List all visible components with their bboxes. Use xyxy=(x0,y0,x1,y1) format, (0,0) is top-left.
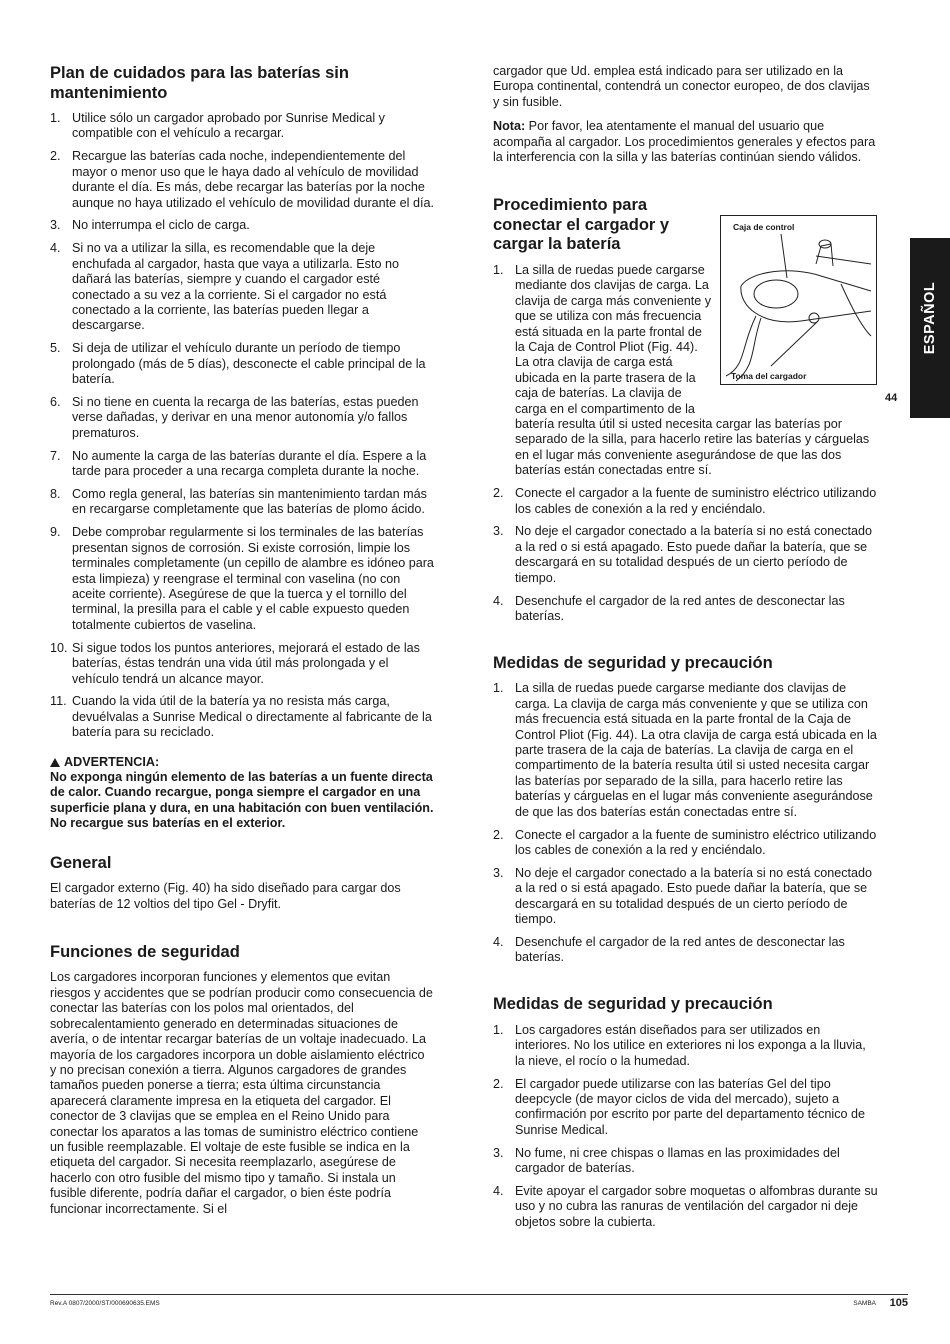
language-tab xyxy=(910,238,950,418)
list-item-number: 2. xyxy=(493,486,504,501)
figure-label-control-box: Caja de control xyxy=(733,222,795,232)
list-item xyxy=(50,395,434,441)
list-item-text: Si no va a utilizar la silla, es recomendable que la deje enchufada al cargador, hasta que vaya a utilizarla. Esto no dañará las baterías, siempre y cuando el cargador esté conectado a su vez a la corriente. Si el cargador no está conectado a la corriente, las baterías pueden llegar a descargarse. xyxy=(72,241,399,333)
list-item xyxy=(50,241,434,333)
footer-revision: Rev.A 0807/2000/ST/000690635.EMS xyxy=(50,1300,160,1307)
list-item-number: 1. xyxy=(493,262,504,277)
list-item-text: No fume, ni cree chispas o llamas en las proximidades del cargador de baterías. xyxy=(515,1145,840,1176)
list-item xyxy=(50,149,434,211)
list-item-number: 3. xyxy=(493,1145,504,1160)
list-item-text: Los cargadores están diseñados para ser utilizados en interiores. No los utilice en exteriores ni los exponga a la lluvia, la nieve, el rocío o la humedad. xyxy=(515,1022,866,1068)
list-item-text: El cargador puede utilizarse con las baterías Gel del tipo deepcycle (de mayor ciclos de vida del mercado), sujeto a confirmación por escrito por parte del departamento técnico de Sunrise Medical. xyxy=(515,1076,866,1137)
maintenance-list xyxy=(50,111,434,741)
list-item-number: 3. xyxy=(493,865,504,880)
list-item xyxy=(493,935,878,966)
heading-procedimiento: Procedimiento para conectar el cargador y cargar la batería xyxy=(493,196,670,254)
list-item-number: 6. xyxy=(50,395,61,409)
list-item-text: Utilice sólo un cargador aprobado por Sunrise Medical y compatible con el vehículo a recargar. xyxy=(72,111,385,141)
page-number: 105 xyxy=(889,1297,908,1309)
list-item-text: Si deja de utilizar el vehículo durante un período de tiempo prolongado (más de 5 días), desconecte el cable principal de la batería. xyxy=(72,341,426,387)
safety-list-2 xyxy=(493,1023,878,1230)
general-text: El cargador externo (Fig. 40) ha sido diseñado para cargar dos baterías de 12 voltios del tipo Gel - Dryfit. xyxy=(50,881,401,911)
list-item-number: 4. xyxy=(493,934,504,949)
language-tab-label: ESPAÑOL xyxy=(922,281,938,355)
funciones-text: Los cargadores incorporan funciones y elementos que evitan riesgos y accidentes que se podrían producir como consecuencia de conectar las baterías con los polos mal orientados, del sobrecalentamiento generado en determinadas situaciones de avería, o de intentar recargar baterías de un voltaje inadecuado. La mayoría de los cargadores incorpora un doble aislamiento eléctrico y no precisan conexión a tierra. Algunos cargadores de grandes tamaños pueden ponerse a tierra; esta última circunstancia aparecerá claramente impresa en la etiqueta del cargador. El conector de 3 clavijas que se emplea en el Reino Unido para conectar los aparatos a las tomas de suministro eléctrico contiene un fusible reemplazable. El voltaje de este fusible se indica en la etiqueta del cargador. Si necesita reemplazarlo, asegúrese de hacerlo con otro fusible del mismo tipo y tamaño. Si instala un fusible diferente, podría dañar el cargador, o bien éste podría funcionar incorrectamente. Si el xyxy=(50,970,433,1216)
list-item-number: 9. xyxy=(50,525,61,540)
list-item xyxy=(493,486,878,517)
continued-text: cargador que Ud. emplea está indicado para ser utilizado en la Europa continental, contendrá un conector europeo, de dos clavijas y sin fusible. xyxy=(493,64,870,109)
list-item-text: Desenchufe el cargador de la red antes de desconectar las baterías. xyxy=(515,934,845,965)
list-item-text: Si no tiene en cuenta la recarga de las baterías, estas pueden verse dañadas, y derivar en una menor autonomía y/o fallos prematuros. xyxy=(72,395,419,440)
list-item-number: 7. xyxy=(50,448,61,463)
list-item-number: 1. xyxy=(50,111,61,125)
list-item-text: Debe comprobar regularmente si los terminales de las baterías presentan signos de corrosión. Si existe corrosión, limpie los terminales completamente (un cepillo de alambre es idóneo para esta limpieza) y reengrase el terminal con vaselina (no con aceite corriente). Asegúrese de que la tuerca y el tornillo del terminal, la presilla para el cable y el cable expuesto queden totalmente cubiertos de vaselina. xyxy=(72,525,434,632)
list-item-text: La silla de ruedas puede cargarse mediante dos clavijas de carga. La clavija de carga más conveniente y que se utiliza con más frecuencia está situada en la parte frontal de la Caja de Control Pliot (Fig. 44). La otra clavija de carga está ubicada en la parte trasera de la caja de baterías. La clavija de carga en el compartimento de la batería resulta útil si usted necesita cargar las baterías por separado de la silla, para hacerlo retire las baterías y cárguelas en el lugar más conveniente asegurándose de que las dos baterías están conectadas entre sí. xyxy=(515,681,877,819)
footer xyxy=(50,1294,908,1309)
list-item-text: No aumente la carga de las baterías durante el día. Espere a la tarde para proceder a una recarga completa durante la noche. xyxy=(72,448,427,479)
list-item-text: La silla de ruedas puede cargarse mediante dos clavijas de carga. La clavija de carga más conveniente y que se utiliza con más frecuencia está situada en la parte frontal de la Caja de Control Pliot (Fig. 44). La otra clavija de carga está ubicada en la parte trasera de la caja de baterías. La clavija de carga en el compartimento de la batería resulta útil si usted necesita cargar las baterías por separado de la silla, para hacerlo retire las baterías y cárguelas en el lugar más conveniente asegurándose de que las dos baterías están conectadas entre sí. xyxy=(515,262,870,478)
list-item xyxy=(493,866,878,928)
list-item-text: Conecte el cargador a la fuente de suministro eléctrico utilizando los cables de conexión a la red y enciéndalo. xyxy=(515,827,877,857)
list-item-text: Recargue las baterías cada noche, independientemente del mayor o menor uso que le haya dado al vehículo de movilidad durante el día. Es más, debe recargar las baterías por la noche aunque no haya utilizado el vehículo de movilidad durante el día. xyxy=(72,149,434,210)
list-item-number: 5. xyxy=(50,341,61,356)
list-item xyxy=(50,218,434,233)
list-item xyxy=(493,594,878,625)
list-item xyxy=(50,449,434,480)
list-item xyxy=(493,1146,878,1177)
list-item-text: Evite apoyar el cargador sobre moquetas o alfombras durante su uso y no cubra las ranuras de ventilación del cargador ni deje objetos sobre la cubierta. xyxy=(515,1183,878,1229)
list-item-number: 4. xyxy=(493,593,504,608)
list-item xyxy=(493,828,878,859)
list-item-text: Si sigue todos los puntos anteriores, mejorará el estado de las baterías, éstas tendrán una vida útil más prolongada y el vehículo tendrá un alcance mayor. xyxy=(72,640,420,686)
list-item xyxy=(50,487,434,518)
list-item-number: 4. xyxy=(50,241,61,256)
warning-icon xyxy=(50,758,60,767)
note-label: Nota: xyxy=(493,119,526,134)
footer-model: SAMBA xyxy=(853,1300,876,1307)
warning-text: No exponga ningún elemento de las baterías a un fuente directa de calor. Cuando recargue, ponga siempre el cargador en una superficie plana y dura, en una habitación con buen ventilación. No recargue sus baterías en el exterior. xyxy=(50,770,434,831)
heading-general: General xyxy=(50,853,112,872)
list-item-number: 4. xyxy=(493,1183,504,1198)
heading-medidas-1: Medidas de seguridad y precaución xyxy=(493,653,773,672)
list-item xyxy=(50,694,434,740)
list-item-number: 2. xyxy=(493,1076,504,1091)
list-item-number: 3. xyxy=(493,524,504,539)
list-item-number: 8. xyxy=(50,487,61,502)
list-item xyxy=(493,681,878,820)
list-item-number: 2. xyxy=(50,149,61,164)
list-item-text: Como regla general, las baterías sin mantenimiento tardan más en recargarse completamente que las baterías de plomo ácido. xyxy=(72,487,427,517)
list-item xyxy=(493,524,878,586)
list-item xyxy=(493,1023,878,1069)
heading-plan-cuidados: Plan de cuidados para las baterías sin mantenimiento xyxy=(50,64,349,102)
list-item-text: Conecte el cargador a la fuente de suministro eléctrico utilizando los cables de conexión a la red y enciéndalo. xyxy=(515,486,877,516)
list-item-number: 2. xyxy=(493,827,504,842)
list-item xyxy=(50,111,434,142)
list-item xyxy=(493,1077,878,1139)
warning-block xyxy=(50,755,434,832)
list-item-number: 1. xyxy=(493,1022,504,1037)
list-item xyxy=(493,1184,878,1230)
list-item-text: Cuando la vida útil de la batería ya no resista más carga, devuélvalas a Sunrise Medical o directamente al fabricante de la batería para su reciclado. xyxy=(72,694,432,740)
heading-medidas-2: Medidas de seguridad y precaución xyxy=(493,995,773,1014)
list-item xyxy=(50,641,434,687)
heading-funciones: Funciones de seguridad xyxy=(50,942,240,961)
list-item xyxy=(50,341,434,387)
list-item-number: 11. xyxy=(50,694,67,709)
list-item-number: 10. xyxy=(50,640,68,655)
left-column xyxy=(50,64,434,1226)
warning-title: ADVERTENCIA: xyxy=(64,754,160,769)
list-item-number: 3. xyxy=(50,218,61,233)
note-paragraph xyxy=(493,119,878,165)
list-item-text: Desenchufe el cargador de la red antes de desconectar las baterías. xyxy=(515,593,845,623)
list-item-number: 1. xyxy=(493,681,504,696)
figure-label-charger-socket: Toma del cargador xyxy=(731,371,807,381)
figure-44 xyxy=(720,215,877,385)
note-text: Por favor, lea atentamente el manual del usuario que acompaña al cargador. Los procedimientos generales y efectos para la interferencia con la silla y las baterías continúan siendo válidos. xyxy=(493,119,876,165)
list-item-text: No deje el cargador conectado a la batería si no está conectado a la red o si está apagado. Esto puede dañar la batería, que se descargará en su totalidad después de un cierto período de tiempo. xyxy=(515,524,873,585)
list-item-text: No interrumpa el ciclo de carga. xyxy=(72,218,250,233)
figure-number: 44 xyxy=(885,392,898,404)
list-item-text: No deje el cargador conectado a la batería si no está conectado a la red o si está apagado. Esto puede dañar la batería, que se descargará en su totalidad después de un cierto período de tiempo. xyxy=(515,865,873,927)
list-item xyxy=(50,525,434,633)
wheelchair-control-illustration xyxy=(721,216,876,384)
safety-list-1 xyxy=(493,681,878,965)
